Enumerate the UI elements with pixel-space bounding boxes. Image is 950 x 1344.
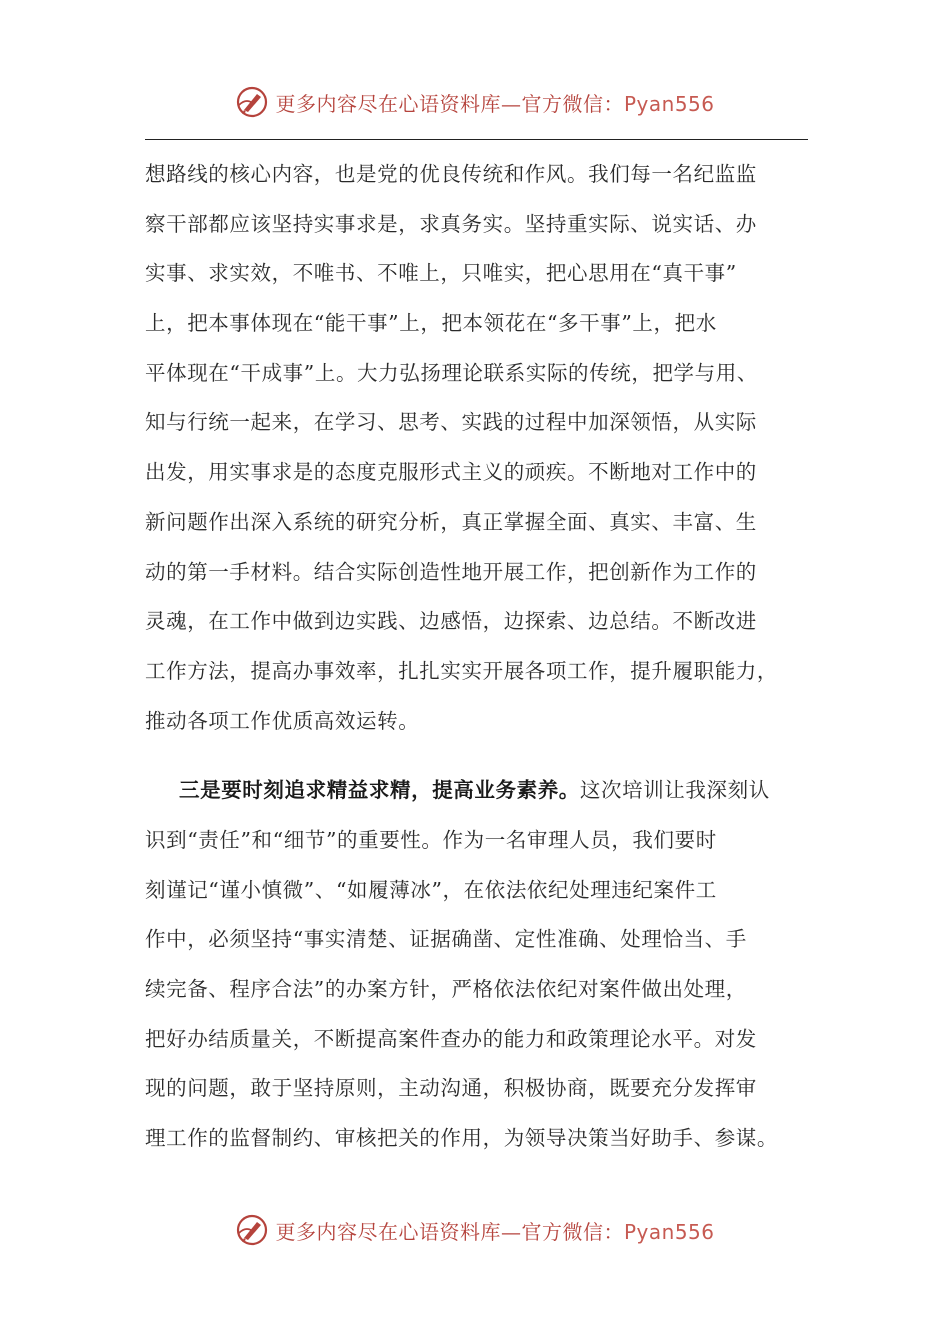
text-line: 把好办结质量关，不断提高案件查办的能力和政策理论水平。对发 xyxy=(145,1026,757,1051)
footer-banner xyxy=(0,1210,950,1250)
wechat-id: Pyan556 xyxy=(623,1219,715,1244)
header-banner xyxy=(0,82,950,122)
text-line: 识到“责任”和“细节”的重要性。作为一名审理人员，我们要时 xyxy=(145,827,717,852)
text-line: 动的第一手材料。结合实际创造性地开展工作，把创新作为工作的 xyxy=(145,559,757,584)
text-line: 实事、求实效，不唯书、不唯上，只唯实，把心思用在“真干事” xyxy=(145,261,737,286)
text-line: 续完备、程序合法”的办案方针，严格依法依纪对案件做出处理， xyxy=(145,977,747,1001)
text-line: 上，把本事体现在“能干事”上，把本领花在“多干事”上，把水 xyxy=(145,311,717,336)
text-line: 新问题作出深入系统的研究分析，真正掌握全面、真实、丰富、生 xyxy=(145,509,757,534)
header-divider xyxy=(145,139,808,140)
text-line: 想路线的核心内容，也是党的优良传统和作风。我们每一名纪监监 xyxy=(145,162,757,186)
paragraph-1 xyxy=(145,150,808,746)
paragraph-spacer xyxy=(145,746,808,766)
text-line: 灵魂，在工作中做到边实践、边感悟，边探索、边总结。不断改进 xyxy=(145,609,757,634)
wechat-id: Pyan556 xyxy=(623,91,715,116)
heading-continuation: 这次培训让我深刻认 xyxy=(579,778,770,803)
document-body xyxy=(145,150,808,1164)
pen-logo-icon xyxy=(235,85,269,119)
banner-text xyxy=(275,88,714,117)
text-line: 平体现在“干成事”上。大力弘扬理论联系实际的传统，把学与用、 xyxy=(145,360,758,385)
text-line: 出发，用实事求是的态度克服形式主义的顽疾。不断地对工作中的 xyxy=(145,460,757,485)
banner-text xyxy=(275,1216,714,1245)
text-line: 理工作的监督制约、审核把关的作用，为领导决策当好助手、参谋。 xyxy=(145,1126,778,1151)
banner-label: 更多内容尽在心语资料库—官方微信： xyxy=(275,1219,624,1244)
text-line: 刻谨记“谨小慎微”、“如履薄冰”，在依法依纪处理违纪案件工 xyxy=(145,877,717,902)
paragraph-2 xyxy=(145,766,808,1164)
pen-logo-icon xyxy=(235,1213,269,1247)
text-line: 工作方法，提高办事效率，扎扎实实开展各项工作，提升履职能力， xyxy=(145,658,778,683)
text-line-first xyxy=(145,766,808,816)
text-line: 察干部都应该坚持实事求是，求真务实。坚持重实际、说实话、办 xyxy=(145,211,757,236)
section-heading: 三是要时刻追求精益求精，提高业务素养。 xyxy=(179,778,580,803)
text-line: 推动各项工作优质高效运转。 xyxy=(145,708,420,733)
banner-label: 更多内容尽在心语资料库—官方微信： xyxy=(275,91,624,116)
text-line: 知与行统一起来，在学习、思考、实践的过程中加深领悟，从实际 xyxy=(145,410,757,435)
text-line: 作中，必须坚持“事实清楚、证据确凿、定性准确、处理恰当、手 xyxy=(145,927,747,952)
text-line: 现的问题，敢于坚持原则，主动沟通，积极协商，既要充分发挥审 xyxy=(145,1076,757,1101)
